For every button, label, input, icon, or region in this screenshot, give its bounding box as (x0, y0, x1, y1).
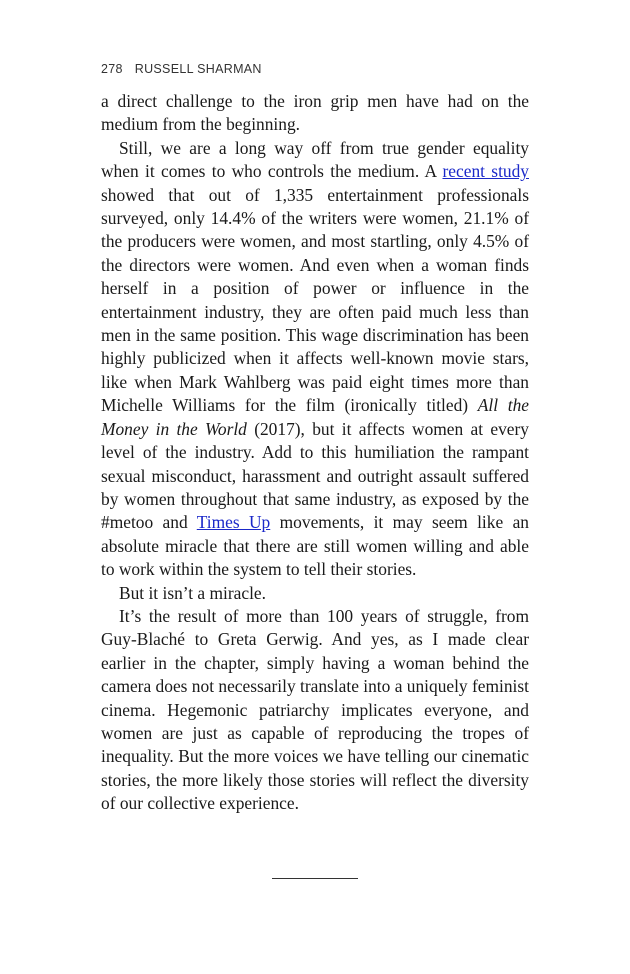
body-text (101, 90, 529, 816)
paragraph-text: showed that out of 1,335 entertainment professionals surveyed, only 14.4% of the writers were women, 21.1% of the producers were women, and most startling, only 4.5% of the directors were women. And even when a woman finds herself in a position of power or influence in the entertainment industry, they are often paid much less than men in the same position. This wage discrimination has been highly publicized when it affects well-known movie stars, like when Mark Wahlberg was paid eight times more than Michelle Williams for the film (ironically titled) (101, 184, 529, 416)
paragraph-text: Still, we are a long way off from true gender equality when it comes to who controls the medium. A (101, 137, 529, 182)
section-divider (272, 878, 358, 879)
paragraph-text: movements, it may seem like an absolute miracle that there are still women willing and able to work within the system to tell their stories. (101, 512, 529, 580)
film-title: All the Money in the World (101, 395, 529, 439)
page-number: 278 (101, 62, 123, 76)
paragraph-text: (2017), but it affects women at every level of the industry. Add to this humiliation the rampant sexual misconduct, harassment and outright assault suffered by women throughout that same industry, as exposed by the #metoo and (101, 418, 530, 533)
recent-study-link[interactable]: recent study (442, 161, 529, 182)
paragraph-continued: a direct challenge to the iron grip men have had on the medium from the beginning. (101, 91, 529, 135)
times-up-link[interactable]: Times Up (196, 512, 271, 533)
book-page (101, 58, 529, 816)
paragraph-struggle: It’s the result of more than 100 years of struggle, from Guy-Blaché to Greta Gerwig. And yes, as I made clear earlier in the chapter, simply having a woman behind the camera does not necessarily translate into a uniquely feminist cinema. Hegemonic patriarchy implicates everyone, and women are just as capable of reproducing the tropes of inequality. But the more voices we have telling our cinematic stories, the more likely those stories will reflect the diversity of our collective experience. (101, 605, 529, 814)
running-head (101, 58, 529, 80)
paragraph-miracle: But it isn’t a miracle. (119, 582, 266, 603)
author-name: RUSSELL SHARMAN (134, 62, 262, 76)
paragraph-gender-equality (101, 137, 529, 582)
